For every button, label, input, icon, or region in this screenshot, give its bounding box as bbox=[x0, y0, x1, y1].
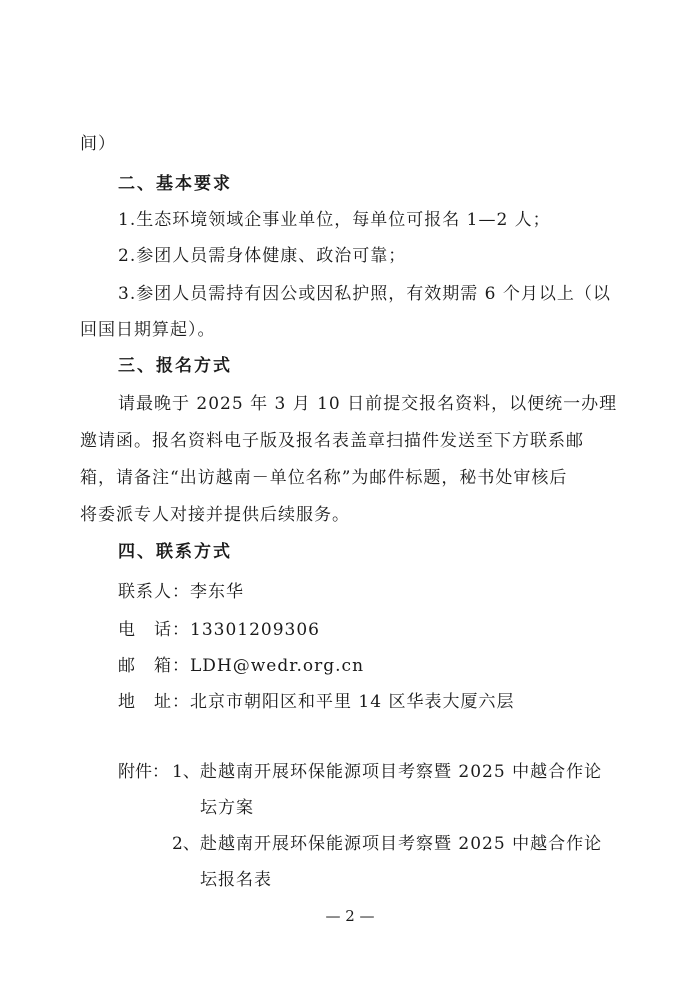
address-value: 北京市朝阳区和平里 14 区华表大厦六层 bbox=[190, 692, 515, 712]
contact-address-row bbox=[118, 690, 658, 714]
page-number: — 2 — bbox=[325, 907, 375, 925]
requirement-3-line-2: 回国日期算起）。 bbox=[80, 320, 216, 340]
contact-person: 联系人：李东华 bbox=[118, 582, 244, 602]
attachment-1-title-line-1: 赴越南开展环保能源项目考察暨 2025 中越合作论 bbox=[200, 762, 603, 782]
attachments-label: 附件： bbox=[118, 762, 169, 782]
attachment-2-title-line-1: 赴越南开展环保能源项目考察暨 2025 中越合作论 bbox=[200, 834, 603, 854]
requirement-3-line-1: 3.参团人员需持有因公或因私护照，有效期需 6 个月以上（以 bbox=[118, 284, 611, 304]
attachment-2-number: 2、 bbox=[172, 834, 200, 854]
attachment-1-number: 1、 bbox=[172, 762, 200, 782]
attachment-2-title-line-2: 坛报名表 bbox=[200, 870, 272, 890]
requirement-1: 1.生态环境领域企事业单位，每单位可报名 1—2 人； bbox=[118, 210, 551, 230]
phone-label: 电 话： bbox=[118, 620, 190, 640]
attachment-1-title-line-2: 坛方案 bbox=[200, 798, 254, 818]
requirement-2: 2.参团人员需身体健康、政治可靠； bbox=[118, 246, 407, 266]
phone-value: 13301209306 bbox=[190, 620, 320, 640]
contact-phone-row bbox=[118, 618, 658, 642]
email-label: 邮 箱： bbox=[118, 656, 190, 676]
address-label: 地 址： bbox=[118, 692, 190, 712]
section-heading-registration: 三、报名方式 bbox=[118, 356, 232, 376]
registration-paragraph-line-4: 将委派专人对接并提供后续服务。 bbox=[80, 505, 350, 525]
section-heading-contact: 四、联系方式 bbox=[118, 542, 232, 562]
section-heading-requirements: 二、基本要求 bbox=[118, 174, 232, 194]
email-value: LDH@wedr.org.cn bbox=[190, 656, 365, 676]
registration-paragraph-line-2: 邀请函。报名资料电子版及报名表盖章扫描件发送至下方联系邮 bbox=[80, 431, 584, 451]
contact-email-row bbox=[118, 654, 658, 678]
registration-paragraph-line-3: 箱，请备注“出访越南－单位名称”为邮件标题，秘书处审核后 bbox=[80, 468, 568, 488]
registration-paragraph-line-1: 请最晚于 2025 年 3 月 10 日前提交报名资料，以便统一办理 bbox=[118, 394, 618, 414]
continued-text-line: 间） bbox=[80, 134, 116, 154]
